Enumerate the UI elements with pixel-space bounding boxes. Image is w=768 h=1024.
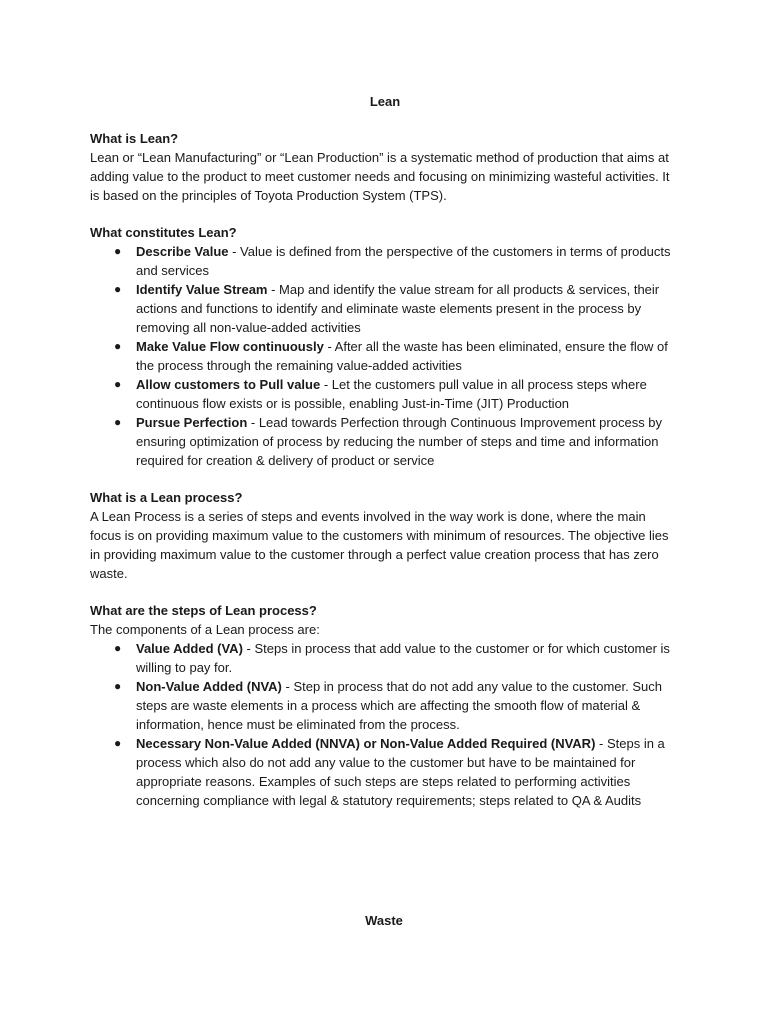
bullet-icon: ● <box>114 736 122 750</box>
section-heading: What is a Lean process? <box>90 490 243 505</box>
list-item-term: Allow customers to Pull value <box>136 377 321 392</box>
section-what-is-lean <box>90 129 680 205</box>
list-item-text: - Value is defined from the perspective of the customers in terms of products and services <box>136 244 671 278</box>
list-item-text: - After all the waste has been eliminated, ensure the flow of the process through the remaining value-added activities <box>136 339 668 373</box>
bullet-list <box>90 242 680 470</box>
bullet-icon: ● <box>114 679 122 693</box>
bullet-icon: ● <box>114 641 122 655</box>
list-item-term: Pursue Perfection <box>136 415 248 430</box>
list-item <box>90 242 680 280</box>
bullet-icon: ● <box>114 339 122 353</box>
list-item-text: - Lead towards Perfection through Continuous Improvement process by ensuring optimization of process by reducing the number of steps and time and information required for creation & delivery of product or service <box>136 415 663 468</box>
section-heading: What is Lean? <box>90 131 179 146</box>
list-item <box>90 280 680 337</box>
section-what-constitutes-lean <box>90 223 680 470</box>
list-item <box>90 677 680 734</box>
bullet-icon: ● <box>114 415 122 429</box>
bullet-list <box>90 639 680 810</box>
list-item <box>90 734 680 810</box>
list-item-term: Necessary Non-Value Added (NNVA) or Non-Value Added Required (NVAR) <box>136 736 596 751</box>
section-what-is-lean-process <box>90 488 680 583</box>
bullet-icon: ● <box>114 282 122 296</box>
list-item-text: - Let the customers pull value in all process steps where continuous flow exists or is possible, enabling Just-in-Time (JIT) Production <box>136 377 647 411</box>
section-heading: What constitutes Lean? <box>90 225 237 240</box>
document-page <box>90 92 680 828</box>
bullet-icon: ● <box>114 244 122 258</box>
list-item <box>90 375 680 413</box>
list-item-text: - Step in process that do not add any value to the customer. Such steps are waste elements in a process which are affecting the smooth flow of material & information, hence must be eliminated from the process. <box>136 679 663 732</box>
document-title: Lean <box>369 94 401 109</box>
list-item <box>90 337 680 375</box>
list-item-text: - Steps in process that add value to the customer or for which customer is willing to pay for. <box>136 641 670 675</box>
bullet-icon: ● <box>114 377 122 391</box>
section-paragraph: A Lean Process is a series of steps and events involved in the way work is done, where the main focus is on providing maximum value to the customers with minimum of resources. The objective lies in providing maximum value to the customer through a perfect value creation process that has zero waste. <box>90 509 669 581</box>
list-item-term: Describe Value <box>136 244 229 259</box>
list-item <box>90 413 680 470</box>
next-section-title: Waste <box>365 913 403 928</box>
list-item-term: Make Value Flow continuously <box>136 339 324 354</box>
list-item-term: Value Added (VA) <box>136 641 243 656</box>
section-paragraph: The components of a Lean process are: <box>90 622 320 637</box>
list-item-text: - Map and identify the value stream for all products & services, their actions and functions to identify and eliminate waste elements present in the process by removing all non-value-added activities <box>136 282 660 335</box>
list-item-term: Non-Value Added (NVA) <box>136 679 282 694</box>
list-item-term: Identify Value Stream <box>136 282 268 297</box>
section-steps-of-lean-process <box>90 601 680 810</box>
section-paragraph: Lean or “Lean Manufacturing” or “Lean Production” is a systematic method of production that aims at adding value to the product to meet customer needs and focusing on minimizing wasteful activities. It is based on the principles of Toyota Production System (TPS). <box>90 150 670 203</box>
list-item <box>90 639 680 677</box>
list-item-text: - Steps in a process which also do not add any value to the customer but have to be maintained for appropriate reasons. Examples of such steps are steps related to performing activities concerning compliance with legal & statutory requirements; steps related to QA & Audits <box>136 736 665 808</box>
section-heading: What are the steps of Lean process? <box>90 603 317 618</box>
